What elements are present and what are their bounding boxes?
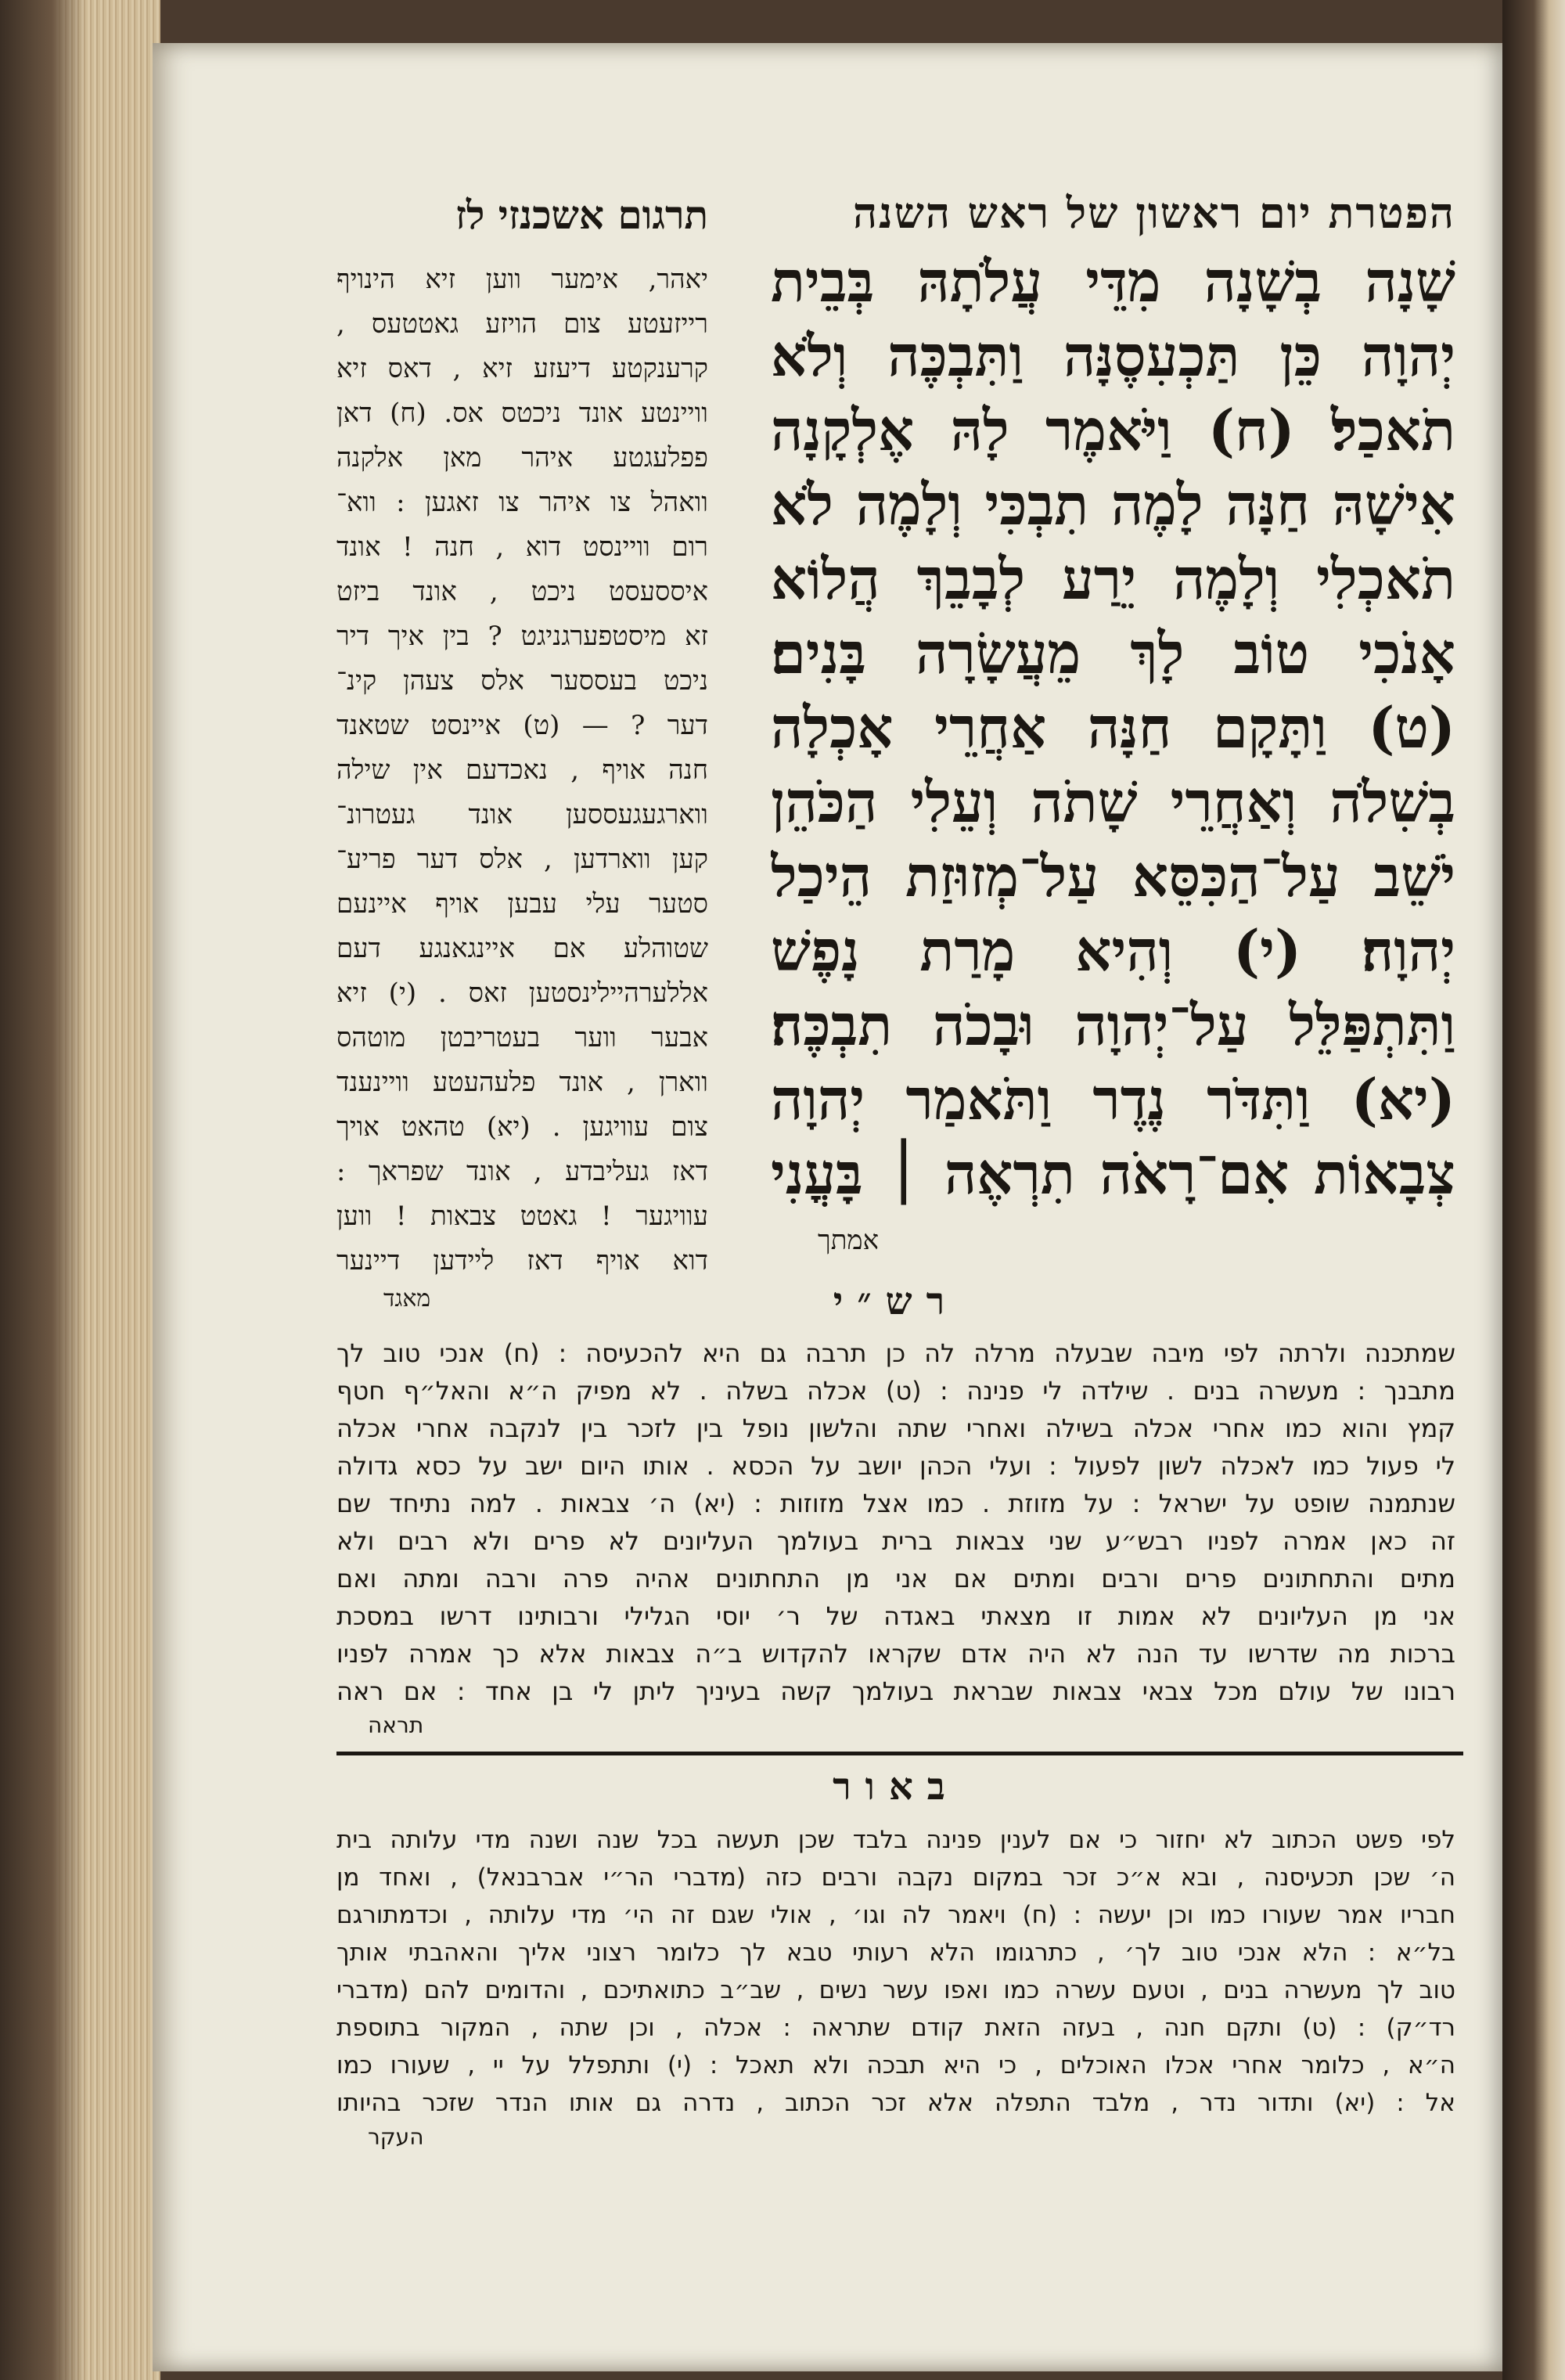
catchword: תראה (368, 1712, 424, 1738)
yiddish-line: צום עוויגען . (יא) טהאט אויך (336, 1111, 708, 1143)
biur-line: טוב לך מעשרה בנים , וטעם עשרה כמו ואפו עשר נשים , שב״ב כתואתיכם , והדומים להם (מדברי (336, 1976, 1455, 2004)
yiddish-line: פפלעגטע איהר מאן אלקנה (336, 442, 708, 473)
biur-line: לפי פשט הכתוב לא יחזור כי אם לענין פנינה בלבד שכן תעשה בכל שנה ושנה מדי עלותה בית (336, 1826, 1455, 1854)
aramaic-line: (ט) וַתָּקָם חַנָּה אַחֲרֵי אָכְלָה (771, 694, 1455, 761)
yiddish-line: ווארגעגעססען אונד געטרונ־ (336, 799, 708, 830)
yiddish-translation-column (336, 192, 708, 1315)
aramaic-line: יְהוָה׃ (י) וְהִיא מָרַת נָפֶשׁ (771, 917, 1455, 984)
yiddish-line: עוויגער ! גאטט צבאות ! ווען (336, 1201, 708, 1232)
rashi-line: שמתכנה ולרתה לפי מיבה שבעלה מרלה לה כן תרבה גם היא להכעיסה : (ח) אנכי טוב לך (336, 1338, 1455, 1368)
yiddish-line: וויינטע אונד ניכטס אס. (ח) דאן (336, 398, 708, 429)
aramaic-line: שָׁנָה בְשָׁנָה מִדֵּי עֲלֹתָהּ בְּבֵית (771, 248, 1455, 315)
yiddish-line: ווארן , אונד פלעהעטע וויינענד (336, 1067, 708, 1098)
catchword: אמתך (818, 1225, 879, 1256)
yiddish-line: איססעסט ניכט , אונד ביזט (336, 576, 708, 607)
yiddish-line: קען ווארדען , אלס דער פריע־ (336, 844, 708, 875)
catchword: מאגד (383, 1285, 431, 1312)
biur-line: רד״ק) : (ט) ותקם חנה , בעזה הזאת קודם שתראה : אכלה , וכן שתה , המקור בתוספת (336, 2014, 1455, 2042)
biur-line: בל״א : הלא אנכי טוב לך׳ , כתרגומו הלא רעותי טבא לך כלומר רצוני אליך והאהבתי אותך (336, 1939, 1455, 1967)
yiddish-line: רייזעטע צום הויזע גאטטעס , (336, 308, 708, 340)
aramaic-line: תֹאכְלִי וְלָמֶה יֵרַע לְבָבֵךְ הֲלוֹא (771, 545, 1455, 612)
rashi-line: ברכות מה שדרשו עד הנה לא היה אדם שקראו להקדוש ב״ה צבאות אלא כך אמרה לפניו (336, 1639, 1455, 1669)
rashi-line: זה כאן אמרה לפניו רבש״ע שני צבאות ברית בעולמך העליונים לא פרים ולא רבים ולא (336, 1526, 1455, 1556)
catchword: העקר (368, 2124, 424, 2150)
aramaic-line: תֹאכַל׃ (ח) וַיֹּאמֶר לָהּ אֶלְקָנָה (771, 397, 1455, 463)
biur-header: באור (833, 1765, 959, 1809)
yiddish-line: דער ? — (ט) איינסט שטאנד (336, 710, 708, 741)
book-page-edges (0, 0, 160, 2380)
aramaic-line: אִישָׁהּ חַנָּה לָמֶה תִבְכִּי וְלָמֶה לֹא (771, 471, 1455, 538)
rashi-line: שנתמנה שופט על ישראל : על מזוזת . כמו אצל מזוזות : (יא) ה׳ צבאות . למה נתיחד שם (336, 1489, 1455, 1518)
biur-line: ה״א , כלומר אחרי אכלו האוכלים , כי היא תבכה ולא תאכל : (י) ותתפלל על יי , שעורו כמו (336, 2051, 1455, 2079)
aramaic-line: וַתִּתְפַּלֵּל עַל־יְהוָה וּבָכֹה תִבְכֶּה׃ (771, 992, 1455, 1058)
aramaic-line: אָנֹכִי טוֹב לָךְ מֵעֲשָׂרָה בָּנִים׃ (771, 620, 1455, 686)
rashi-line: לי פעול כמו לאכלה לשון לפעול : ועלי הכהן יושב על הכסא . אותו היום ישב על כסא גדולה (336, 1451, 1455, 1481)
aramaic-line: בְשִׁלֹה וְאַחֲרֵי שָׁתֹה וְעֵלִי הַכֹּהֵן (771, 769, 1455, 835)
yiddish-line: ניכט בעססער אלס צעהן קינ־ (336, 665, 708, 697)
biur-line: אל : (יא) ותדור נדר , מלבד התפלה אלא זכר הכתוב , נדרה גם אותו הנדר שזכר בהיותו (336, 2089, 1455, 2117)
aramaic-line: יְהוָה כֵּן תַּכְעִסֶנָּה וַתִּבְכֶּה וְלֹא (771, 322, 1455, 389)
rashi-line: רבונו של עולם מכל צבאי צבאות שבראת בעולמך קשה בעיניך ליתן לי בן אחד : אם ראה (336, 1676, 1455, 1706)
rashi-header: רש״י (833, 1280, 959, 1323)
yiddish-line: קרענקטע דיעזע זיא , דאס זיא (336, 353, 708, 384)
biur-line: חבריו אמר שעורו כמו וכן יעשה : (ח) ויאמר לה וגו׳ , אולי שגם זה הי׳ מדי עלותה , וכדמתורגם (336, 1901, 1455, 1929)
biur-commentary (336, 1765, 1455, 2153)
yiddish-line: יאהר, אימער ווען זיא הינויף (336, 264, 708, 295)
aramaic-line: יֹשֵׁב עַל־הַכִּסֵּא עַל־מְזוּזַת הֵיכַל (771, 843, 1455, 909)
rashi-commentary (336, 1280, 1455, 1741)
yiddish-line: רום וויינסט דוא , חנה ! אונד (336, 531, 708, 563)
rashi-line: קמץ והוא כמו אחרי אכלה בשילה ואחרי שתה והלשון נופל בין לזכר בין לנקבה אחרי אכלה (336, 1413, 1455, 1443)
aramaic-line: צְבָאוֹת אִם־רָאֹה תִרְאֶה ׀ בָּעֳנִי (771, 1140, 1455, 1207)
section-divider-rule (336, 1752, 1463, 1755)
yiddish-line: שטוהלע אם איינגאנגע דעם (336, 933, 708, 964)
yiddish-line: אללערהיילינסטען זאס . (י) זיא (336, 978, 708, 1009)
aramaic-line: (יא) וַתִּדֹּר נֶדֶר וַתֹּאמַר יְהוָה (771, 1066, 1455, 1132)
yiddish-line: חנה אויף , נאכדעם אין שילה (336, 754, 708, 786)
yiddish-line: סטער עלי עבען אויף איינעם (336, 888, 708, 920)
translation-header: תרגום אשכנזי לז (455, 192, 708, 238)
rashi-line: מתבנך : מעשרה בנים . שילדה לי פנינה : (ט) אכלה בשלה . לא מפיק ה״א והאל״ף חטף (336, 1376, 1455, 1406)
book-gutter (1502, 0, 1565, 2380)
yiddish-line: דוא אויף דאז ליידען דיינער (336, 1245, 708, 1276)
yiddish-line: דאז געליבדע , אונד שפראך : (336, 1156, 708, 1187)
yiddish-line: זא מיסטפערגניגט ? בין איך דיר (336, 621, 708, 652)
rashi-line: מתים והתחתונים פרים ורבים ומתים אם אני מן התחתונים אהיה פרה ורבה ומתה ואם (336, 1564, 1455, 1593)
haftarah-header: הפטרת יום ראשון של ראש השנה (852, 188, 1455, 238)
yiddish-line: וואהל צו איהר צו זאגען : ווא־ (336, 487, 708, 518)
rashi-line: אני מן העליונים לא אמות זו מצאתי באגדה של ר׳ יוסי הגלילי ורבותינו דרשו במסכת (336, 1601, 1455, 1631)
biur-line: ה׳ שכן תכעיסנה , ובא א״כ זכר במקום נקבה ורבים כזה (מדברי הר״י אברבנאל) , ואחד מן (336, 1863, 1455, 1892)
aramaic-text-column (771, 188, 1455, 1256)
yiddish-line: אבער ווער בעטריבטן מוטהס (336, 1022, 708, 1053)
